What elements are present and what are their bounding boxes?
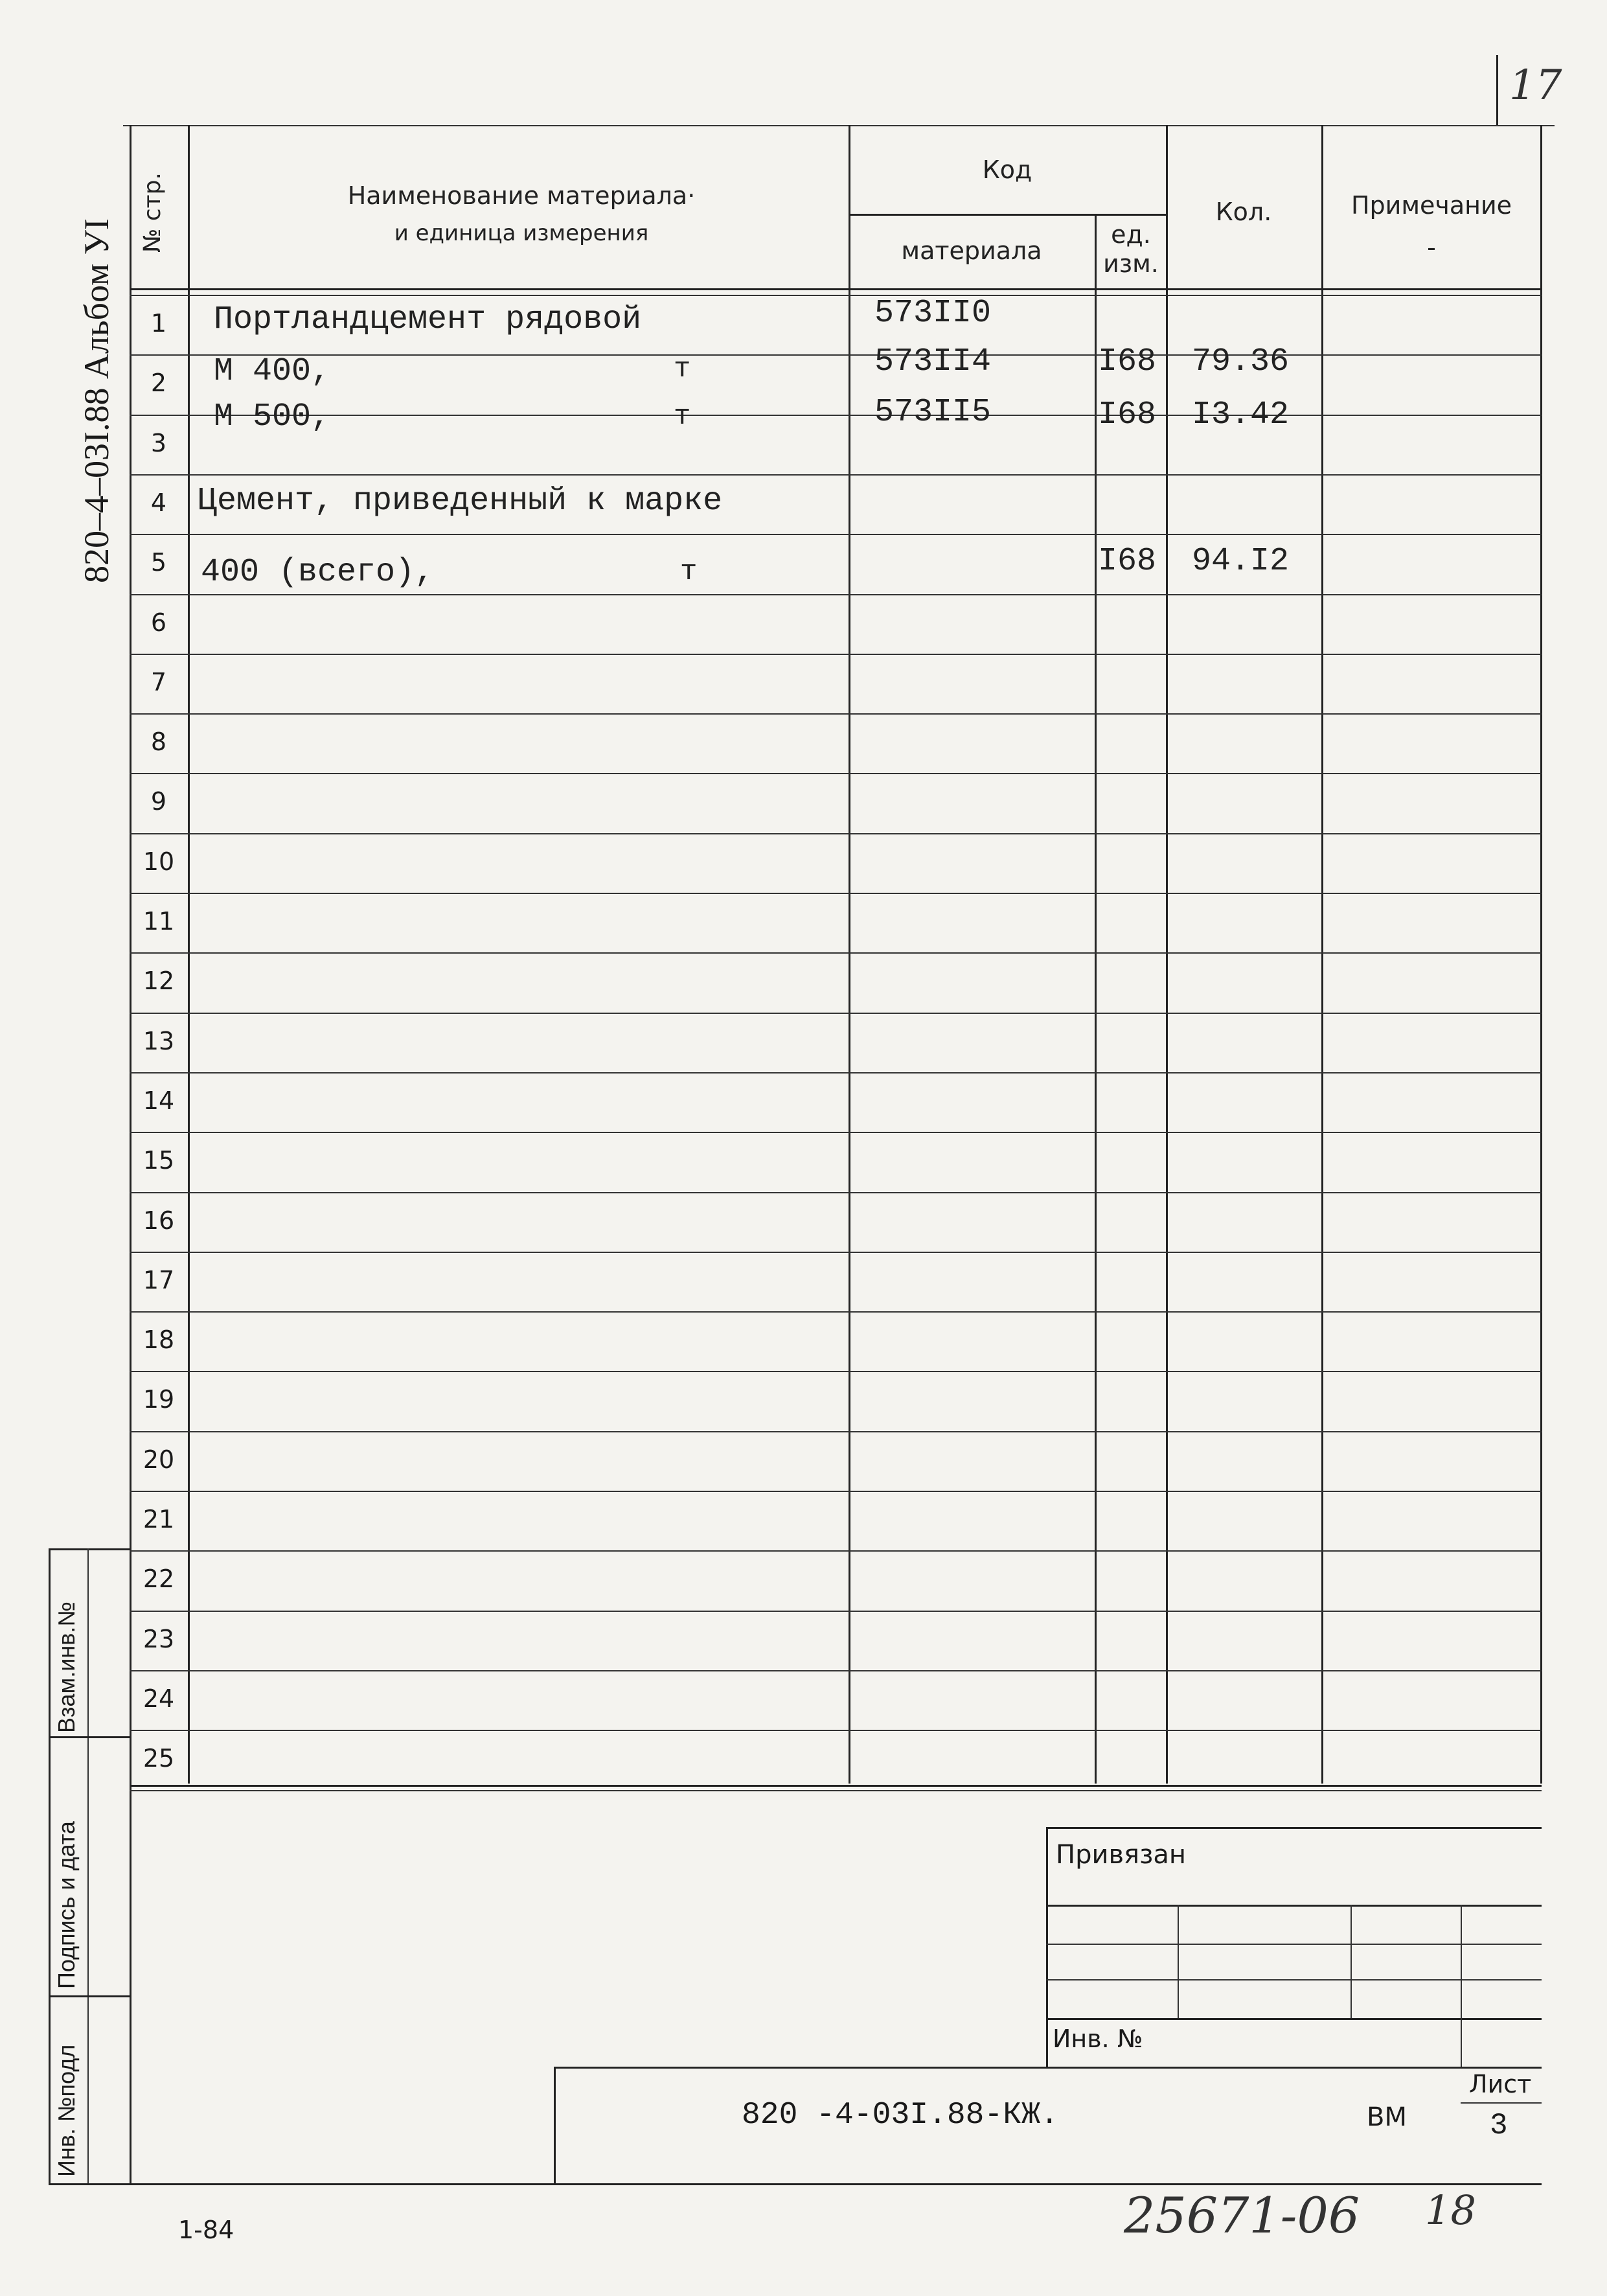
row-number: 17 [142,1266,175,1294]
row-divider [130,952,1542,954]
row-divider [130,594,1542,595]
unit-code: I68 [1098,343,1157,380]
row-divider [130,1072,1542,1073]
row-number: 8 [150,728,167,756]
row-number: 18 [142,1326,175,1354]
row-divider [130,773,1542,774]
row-divider [130,1371,1542,1372]
table-row: М 500, [214,398,331,435]
row-number: 13 [142,1027,175,1055]
quantity-value: I3.42 [1192,396,1290,433]
row-number: 19 [142,1385,175,1414]
unit-code: I68 [1098,543,1157,580]
drawing-mark: ВМ [1367,2102,1407,2132]
row-number: 10 [142,847,175,876]
material-code: 573II5 [874,394,992,431]
row-number: 23 [142,1625,175,1653]
row-number: 6 [150,608,167,637]
side-document-code: 820–4–03I.88 Альбом УI [77,218,116,583]
header-unit-line2: изм. [1103,249,1159,278]
row-number: 12 [142,967,175,995]
original-inventory-label: Инв. №подл [53,2044,80,2177]
row-divider [130,415,1542,416]
row-divider [130,354,1542,356]
unit-mark: т [674,400,691,433]
row-number: 5 [150,548,167,577]
sheet-number: 3 [1490,2109,1508,2142]
row-divider [130,1013,1542,1014]
row-number: 3 [150,429,167,457]
page-number: 17 [1509,62,1562,109]
row-number: 25 [142,1744,175,1773]
row-number: 2 [150,369,167,397]
row-divider [130,893,1542,894]
row-divider [130,1311,1542,1313]
row-divider [130,1252,1542,1253]
unit-code: I68 [1098,396,1157,433]
row-number: 14 [142,1086,175,1115]
unit-mark: т [674,353,691,385]
row-number: 7 [150,668,167,696]
row-number: 15 [142,1146,175,1175]
handwritten-page-number: 18 [1425,2187,1476,2234]
header-code: Код [982,155,1032,184]
header-unit-line1: ед. [1111,220,1151,249]
row-divider [130,654,1542,655]
row-number: 21 [142,1505,175,1533]
document-code: 820 -4-03I.88-КЖ. [742,2098,1059,2133]
row-divider [130,1431,1542,1432]
row-divider [130,1491,1542,1492]
row-number: 9 [150,787,167,816]
row-divider [130,534,1542,535]
header-material-code: материала [901,236,1042,265]
material-code: 573II4 [874,343,992,380]
footer-code: 1-84 [178,2216,234,2244]
row-divider [130,1550,1542,1552]
table-row: Портландцемент рядовой [214,301,642,338]
header-unit-of-measure: и единица измерения [394,220,649,246]
header-material-name: Наименование материала· [347,181,696,210]
handwritten-number: 25671-06 [1124,2187,1360,2244]
header-note: Примечание [1351,191,1512,220]
table-row: М 400, [214,353,331,390]
row-divider [130,1611,1542,1612]
header-row-number: № стр. [139,172,166,253]
inventory-number-label: Инв. № [1053,2025,1143,2053]
material-code: 573II0 [874,295,992,332]
header-note-dash: - [1427,233,1436,262]
row-divider [130,1132,1542,1133]
quantity-value: 94.I2 [1192,543,1290,580]
row-number: 1 [150,309,167,338]
row-divider [130,713,1542,715]
row-divider [130,833,1542,834]
row-number: 4 [150,488,167,517]
sheet-label: Лист [1469,2070,1532,2098]
table-row: Цемент, приведенный к марке [198,483,723,520]
quantity-value: 79.36 [1192,343,1290,380]
row-number: 22 [142,1565,175,1593]
row-number: 20 [142,1445,175,1474]
unit-mark: т [680,556,698,588]
attached-label: Привязан [1056,1840,1187,1870]
row-divider [130,1790,1542,1791]
row-divider [130,1670,1542,1671]
row-divider [130,1730,1542,1731]
signature-date-label: Подпись и дата [53,1821,80,1989]
row-divider [130,474,1542,476]
header-quantity: Кол. [1215,198,1272,226]
row-number: 11 [142,907,175,936]
replacement-inventory-label: Взам.инв.№ [53,1601,80,1733]
row-divider [130,1192,1542,1193]
row-number: 16 [142,1206,175,1235]
table-row: 400 (всего), [201,554,435,591]
row-number: 24 [142,1684,175,1713]
